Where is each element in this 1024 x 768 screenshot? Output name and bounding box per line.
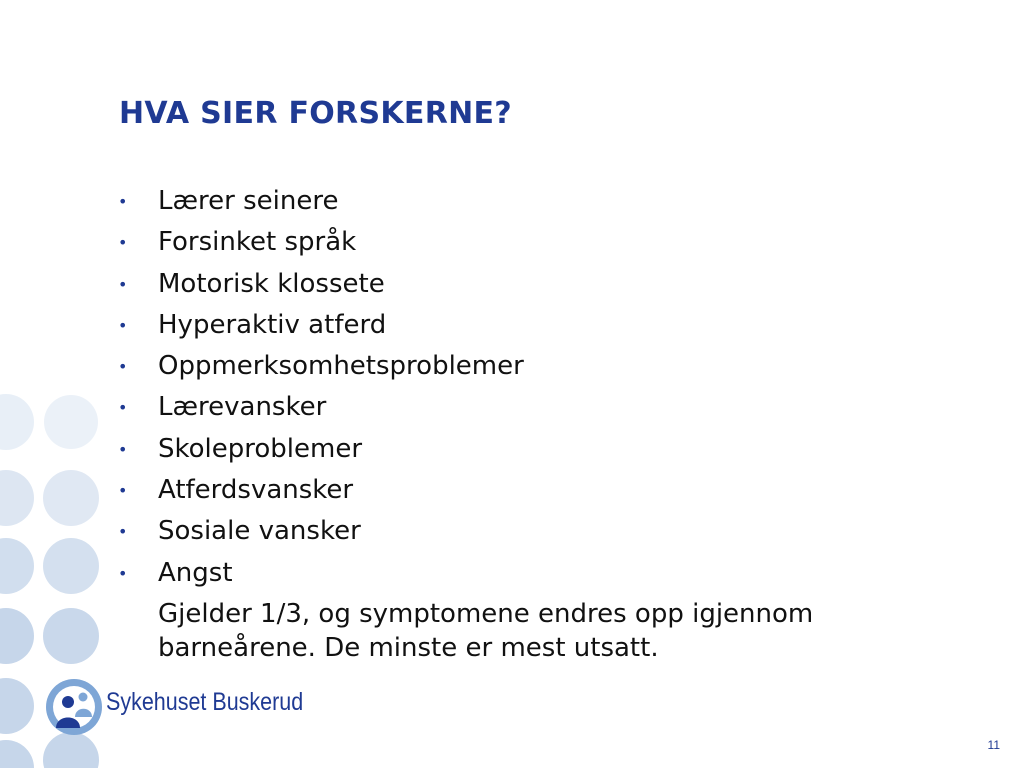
dot bbox=[43, 538, 99, 594]
list-item bbox=[118, 429, 524, 470]
list-item-text: Skoleproblemer bbox=[158, 433, 363, 464]
dot bbox=[44, 395, 98, 449]
dot bbox=[43, 732, 99, 768]
bullet-icon: • bbox=[118, 233, 128, 253]
dot bbox=[0, 470, 34, 526]
dot bbox=[0, 740, 34, 768]
list-item bbox=[118, 387, 524, 428]
list-item-text: Angst bbox=[158, 557, 233, 588]
bullet-icon: • bbox=[118, 481, 128, 501]
bullet-icon: • bbox=[118, 315, 128, 335]
bullet-icon: • bbox=[118, 192, 128, 211]
dot bbox=[0, 608, 34, 664]
bullet-icon: • bbox=[118, 439, 128, 459]
dot bbox=[0, 538, 34, 594]
logo-head-small bbox=[79, 693, 88, 702]
list-item bbox=[118, 470, 524, 511]
list-item bbox=[118, 222, 524, 263]
dot bbox=[0, 678, 34, 734]
logo-head-large bbox=[62, 696, 74, 708]
summary-note: Gjelder 1/3, og symptomene endres opp igjennom barneårene. De minste er mest utsatt. bbox=[158, 599, 814, 663]
list-item-text: Oppmerksomhetsproblemer bbox=[158, 351, 524, 382]
list-item-text: Sosiale vansker bbox=[158, 516, 361, 547]
slide-title: HVA SIER FORSKERNE? bbox=[119, 96, 513, 132]
bullet-icon: • bbox=[118, 563, 128, 583]
list-item bbox=[118, 346, 524, 387]
list-item-text: Atferdsvansker bbox=[158, 475, 354, 506]
logo-text: Sykehuset Buskerud bbox=[106, 688, 304, 716]
dot bbox=[0, 394, 34, 450]
bullet-icon: • bbox=[118, 522, 128, 542]
bullet-icon: • bbox=[118, 274, 128, 294]
dot bbox=[43, 470, 99, 526]
list-item-text: Lærevansker bbox=[158, 392, 327, 423]
list-item bbox=[118, 305, 524, 346]
list-item bbox=[118, 511, 524, 552]
list-item-text: Hyperaktiv atferd bbox=[158, 309, 387, 340]
bullet-icon: • bbox=[118, 398, 128, 418]
list-item bbox=[118, 264, 524, 305]
bullet-list bbox=[118, 181, 524, 594]
list-item bbox=[118, 553, 524, 594]
bullet-icon: • bbox=[118, 357, 128, 377]
list-item bbox=[118, 181, 524, 222]
list-item-text: Lærer seinere bbox=[158, 186, 339, 216]
list-item-text: Motorisk klossete bbox=[158, 268, 385, 299]
dot bbox=[43, 608, 99, 664]
list-item-text: Forsinket språk bbox=[158, 227, 357, 258]
page-number: 11 bbox=[987, 738, 1000, 752]
hospital-logo-icon bbox=[44, 677, 104, 737]
